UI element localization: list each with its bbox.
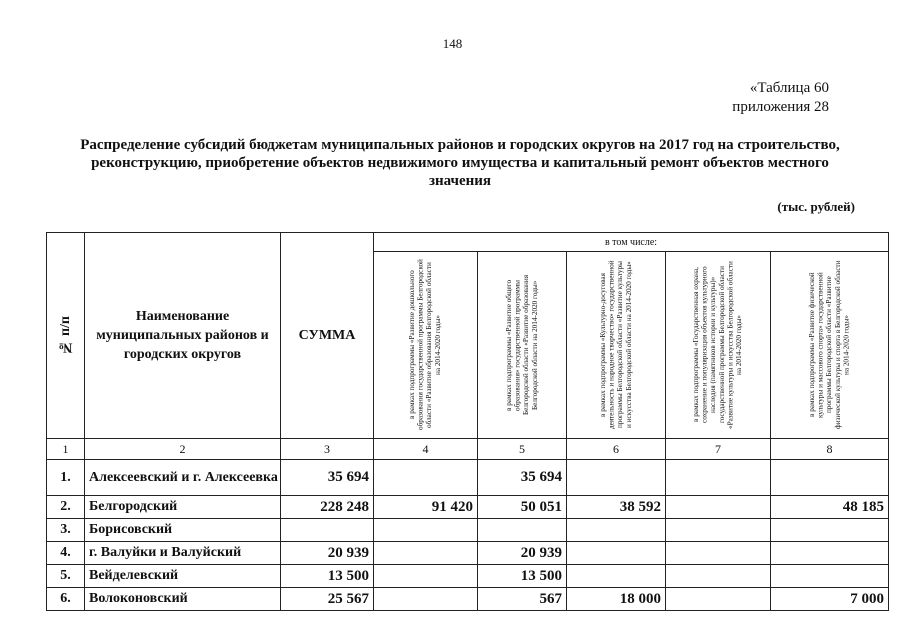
row-number: 5. xyxy=(47,565,85,588)
district-name: Борисовский xyxy=(85,519,281,542)
table-row xyxy=(47,460,889,496)
value-cell: 35 694 xyxy=(478,460,567,496)
value-cell xyxy=(771,565,889,588)
value-cell xyxy=(567,565,666,588)
value-cell: 18 000 xyxy=(567,588,666,611)
document-title: Распределение субсидий бюджетам муниципальных районов и городских округов на 2017 год на строительство, реконструкцию, приобретение объектов недвижимого имущества и капитальный ремонт объектов местного значения xyxy=(80,137,840,189)
sum-cell: 20 939 xyxy=(281,542,374,565)
table-row xyxy=(47,588,889,611)
value-cell: 91 420 xyxy=(374,496,478,519)
table-row xyxy=(47,565,889,588)
row-number: 4. xyxy=(47,542,85,565)
value-cell xyxy=(478,519,567,542)
value-cell: 13 500 xyxy=(478,565,567,588)
column-index-row xyxy=(47,439,889,460)
value-cell: 20 939 xyxy=(478,542,567,565)
header-name: Наименование муниципальных районов и городских округов xyxy=(85,233,281,439)
sum-cell: 13 500 xyxy=(281,565,374,588)
col-index: 2 xyxy=(85,439,281,460)
sum-cell: 25 567 xyxy=(281,588,374,611)
value-cell xyxy=(374,460,478,496)
table-ref-line2: приложения 28 xyxy=(732,99,829,115)
value-cell xyxy=(666,519,771,542)
value-cell xyxy=(771,460,889,496)
table-ref-line1: «Таблица 60 xyxy=(749,80,829,96)
value-cell xyxy=(374,588,478,611)
row-number: 1. xyxy=(47,460,85,496)
value-cell xyxy=(771,542,889,565)
row-number: 3. xyxy=(47,519,85,542)
col-index: 7 xyxy=(666,439,771,460)
header-sub-4: в рамках подпрограммы «Государственная охрана, сохранение и популяризация объектов культурного наследия (памятников истории и культуры)» государственной программы Белгородской области «Развитие культуры и искусства Белгородской области на 2014-2020 годы» xyxy=(666,252,771,439)
col-index: 3 xyxy=(281,439,374,460)
district-name: Вейделевский xyxy=(85,565,281,588)
header-sub-2: в рамках подпрограммы «Развитие общего образования» государственной программы Белгородской области «Развитие образования Белгородской области на 2014-2020 годы» xyxy=(478,252,567,439)
header-sub-5: в рамках подпрограммы «Развитие физической культуры и массового спорта» государственной программы Белгородской области «Развитие физической культуры и спорта в Белгородской области на 2014-2020 годы» xyxy=(771,252,889,439)
header-including: в том числе: xyxy=(374,233,889,252)
value-cell xyxy=(771,519,889,542)
value-cell: 38 592 xyxy=(567,496,666,519)
value-cell xyxy=(374,519,478,542)
col-index: 5 xyxy=(478,439,567,460)
col-index: 6 xyxy=(567,439,666,460)
district-name: Алексеевский и г. Алексеевка xyxy=(85,460,281,496)
header-sub-1: в рамках подпрограммы «Развитие дошкольного образования государственной программы Белгородской области «Развитие образования Белгородской области на 2014-2020 годы» xyxy=(374,252,478,439)
sum-cell xyxy=(281,519,374,542)
value-cell: 48 185 xyxy=(771,496,889,519)
col-index: 4 xyxy=(374,439,478,460)
header-num: № п/п xyxy=(47,233,85,439)
district-name: Белгородский xyxy=(85,496,281,519)
header-sum: СУММА xyxy=(281,233,374,439)
row-number: 6. xyxy=(47,588,85,611)
value-cell: 50 051 xyxy=(478,496,567,519)
value-cell xyxy=(666,460,771,496)
sum-cell: 228 248 xyxy=(281,496,374,519)
sum-cell: 35 694 xyxy=(281,460,374,496)
header-sub-3: в рамках подпрограммы «Культурно-досуговая деятельность и народное творчество» государственной программы Белгородской области «Развитие культуры и искусства Белгородской области на 2014-2020 годы» xyxy=(567,252,666,439)
value-cell xyxy=(374,542,478,565)
table-reference xyxy=(732,79,829,117)
table-row xyxy=(47,542,889,565)
table-row xyxy=(47,519,889,542)
value-cell xyxy=(374,565,478,588)
row-number: 2. xyxy=(47,496,85,519)
units-label: (тыс. рублей) xyxy=(777,199,855,214)
value-cell xyxy=(567,542,666,565)
col-index: 8 xyxy=(771,439,889,460)
table-row xyxy=(47,496,889,519)
value-cell xyxy=(666,588,771,611)
district-name: г. Валуйки и Валуйский xyxy=(85,542,281,565)
value-cell xyxy=(666,565,771,588)
value-cell xyxy=(666,542,771,565)
value-cell xyxy=(666,496,771,519)
subsidy-table xyxy=(46,232,889,611)
district-name: Волоконовский xyxy=(85,588,281,611)
value-cell: 7 000 xyxy=(771,588,889,611)
value-cell: 567 xyxy=(478,588,567,611)
value-cell xyxy=(567,519,666,542)
col-index: 1 xyxy=(47,439,85,460)
value-cell xyxy=(567,460,666,496)
page-number: 148 xyxy=(442,36,463,51)
